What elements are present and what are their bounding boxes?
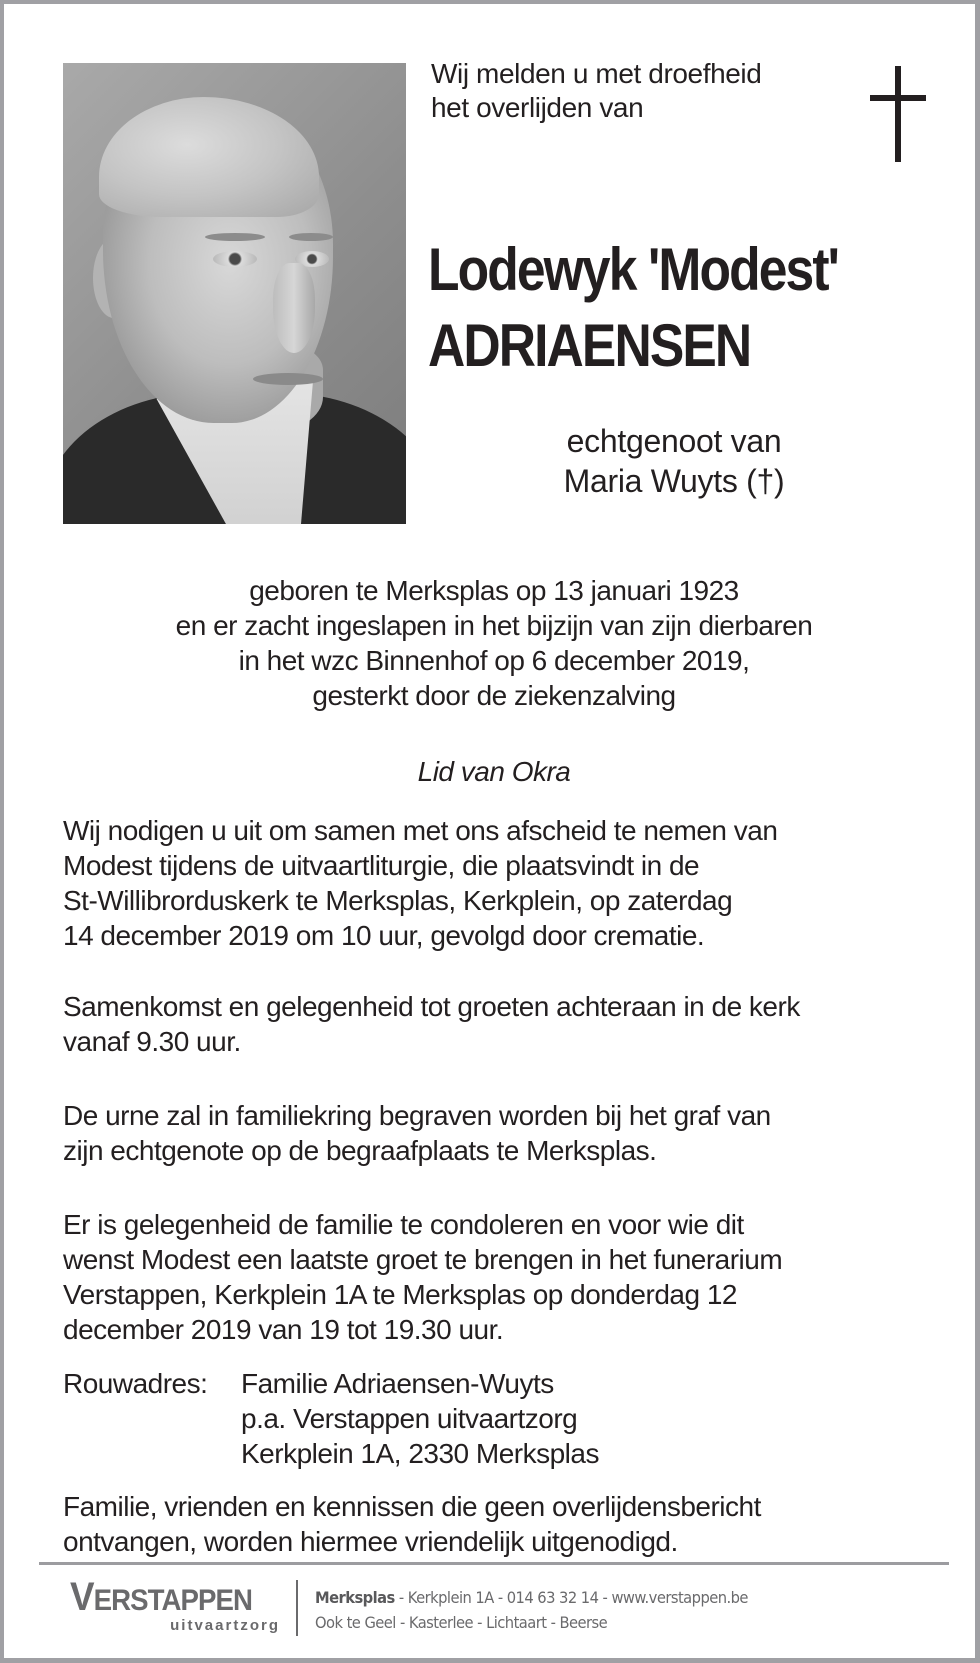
paragraph-line: ontvangen, worden hiermee vriendelijk uitgenodigd. <box>63 1526 678 1557</box>
photo-eye <box>213 251 257 267</box>
detail-line: in het wzc Binnenhof op 6 december 2019, <box>238 645 750 676</box>
paragraph-line: december 2019 van 19 tot 19.30 uur. <box>63 1314 504 1345</box>
birth-death-details <box>44 573 944 713</box>
paragraph-line: St-Willibrorduskerk te Merksplas, Kerkplein, op zaterdag <box>63 885 733 916</box>
logo-subtitle: uitvaartzorg <box>170 1617 280 1634</box>
deceased-last-name: ADRIAENSEN <box>428 312 751 379</box>
paragraph-line: Samenkomst en gelegenheid tot groeten achteraan in de kerk <box>63 991 800 1022</box>
paragraph-line: Verstappen, Kerkplein 1A te Merksplas op donderdag 12 <box>63 1279 737 1310</box>
spouse-info <box>524 421 824 501</box>
paragraph-line: zijn echtgenote op de begraafplaats te Merksplas. <box>63 1135 657 1166</box>
detail-line: gesterkt door de ziekenzalving <box>312 680 676 711</box>
footer-contact: - Kerkplein 1A - 014 63 32 14 - www.verstappen.be <box>394 1588 748 1607</box>
photo-brow <box>205 233 265 241</box>
mourning-address-label: Rouwadres: <box>63 1368 208 1399</box>
spouse-label: echtgenoot van <box>566 423 782 459</box>
paragraph-line: De urne zal in familiekring begraven worden bij het graf van <box>63 1100 771 1131</box>
funeral-home-contact <box>315 1585 885 1635</box>
paragraph-line: 14 december 2019 om 10 uur, gevolgd door crematie. <box>63 920 705 951</box>
cross-icon <box>870 66 926 162</box>
intro-line: Wij melden u met droefheid <box>431 58 762 89</box>
address-line: p.a. Verstappen uitvaartzorg <box>241 1403 578 1434</box>
intro-line: het overlijden van <box>431 92 644 123</box>
paragraph-line: Wij nodigen u uit om samen met ons afscheid te nemen van <box>63 815 778 846</box>
portrait-photo <box>63 63 406 524</box>
paragraph-line: Familie, vrienden en kennissen die geen overlijdensbericht <box>63 1491 761 1522</box>
photo-hair <box>99 97 319 217</box>
spouse-name: Maria Wuyts (†) <box>563 463 785 499</box>
detail-line: geboren te Merksplas op 13 januari 1923 <box>249 575 739 606</box>
footer-location: Merksplas <box>315 1588 395 1607</box>
paragraph-line: vanaf 9.30 uur. <box>63 1026 241 1057</box>
paragraph-line: Er is gelegenheid de familie te condoleren en voor wie dit <box>63 1209 744 1240</box>
deceased-first-name: Lodewyk 'Modest' <box>428 236 838 303</box>
detail-line: en er zacht ingeslapen in het bijzijn van zijn dierbaren <box>175 610 813 641</box>
footer-separator <box>296 1580 298 1636</box>
logo-text: ERSTAPPEN <box>93 1584 253 1617</box>
photo-mouth <box>253 373 323 385</box>
paragraph-line: wenst Modest een laatste groet te brengen in het funerarium <box>63 1244 783 1275</box>
membership-note: Lid van Okra <box>417 756 571 787</box>
footer-other-locations: Ook te Geel - Kasterlee - Lichtaart - Beerse <box>315 1613 608 1632</box>
deceased-name <box>428 232 875 384</box>
condolences-paragraph <box>63 1207 943 1347</box>
mourning-address <box>63 1366 943 1471</box>
announcement-intro <box>431 57 831 125</box>
urn-paragraph <box>63 1098 943 1168</box>
logo-initial: V <box>70 1575 94 1619</box>
photo-brow <box>289 233 333 241</box>
verstappen-logo <box>70 1575 280 1639</box>
invitation-paragraph <box>63 1489 943 1559</box>
address-line: Kerkplein 1A, 2330 Merksplas <box>241 1438 599 1469</box>
footer-divider <box>39 1562 949 1565</box>
gathering-paragraph <box>63 989 943 1059</box>
funeral-paragraph <box>63 813 943 953</box>
photo-nose <box>273 263 315 353</box>
paragraph-line: Modest tijdens de uitvaartliturgie, die plaatsvindt in de <box>63 850 700 881</box>
address-line: Familie Adriaensen-Wuyts <box>241 1368 554 1399</box>
